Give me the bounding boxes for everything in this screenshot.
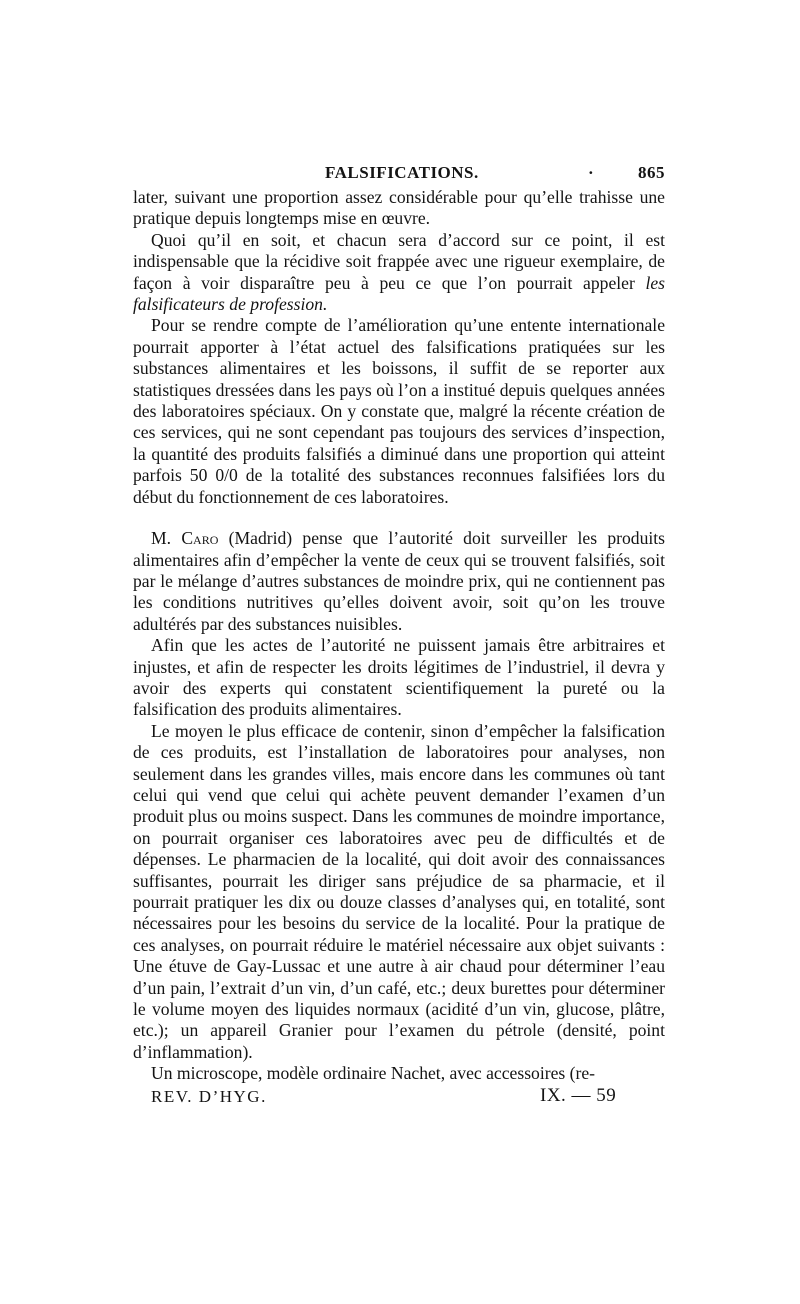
- book-page: [133, 163, 665, 1111]
- paragraph-2: [133, 230, 665, 316]
- footer-sheet-number: IX. — 59: [540, 1084, 617, 1106]
- paragraph-1: later, suivant une proportion assez considérable pour qu’elle trahisse une pratique depuis longtemps mise en œuvre.: [133, 187, 665, 229]
- speaker-name: Caro: [181, 528, 219, 549]
- body-text: [133, 187, 665, 1085]
- paragraph-3: Pour se rendre compte de l’amélioration qu’une entente internationale pourrait apporter à l’état actuel des falsifications pratiquées sur les substances alimentaires et les boissons, il suffit de se reporter aux statistiques dressées dans les pays où l’on a institué depuis quelques années des laboratoires spéciaux. On y constate que, malgré la récente création de ces services, qui ne sont cependant pas toujours des services d’inspection, la quantité des produits falsifiés a diminué dans une proportion qui atteint parfois 50 0/0 de la totalité des substances reconnues falsifiées lors du début du fonctionnement de ces laboratoires.: [133, 315, 665, 507]
- page-footer: [133, 1084, 665, 1111]
- header-dot: ·: [588, 163, 595, 182]
- page-number: 865: [638, 163, 665, 182]
- running-header: [133, 163, 665, 187]
- footer-signature: REV. D’HYG.: [151, 1086, 267, 1106]
- paragraph-4-text: (Madrid) pense que l’autorité doit surveiller les produits alimentaires afin d’empêcher la vente de ceux qui se trouvent falsifiés, soit par le mélange d’autres substances de moindre prix, qui ne contiennent pas les conditions nutritives qu’elles doivent avoir, soit qu’on les trouve adultérés par des substances nuisibles.: [133, 528, 665, 634]
- running-title: FALSIFICATIONS.: [325, 163, 479, 182]
- paragraph-6: Le moyen le plus efficace de contenir, sinon d’empêcher la falsification de ces produits, est l’installation de laboratoires pour analyses, non seulement dans les grandes villes, mais encore dans les communes où tant celui qui vend que celui qui achète peuvent demander l’examen d’un produit plus ou moins suspect. Dans les communes de moindre importance, on pourrait organiser ces laboratoires avec peu de difficultés et de dépenses. Le pharmacien de la localité, qui doit avoir des connaissances suffisantes, pourrait les diriger sans préjudice de sa pharmacie, et il pourrait pratiquer les dix ou douze classes d’analyses qui, en totalité, sont nécessaires pour les besoins du service de la localité. Pour la pratique de ces analyses, on pourrait réduire le matériel nécessaire aux objet suivants : Une étuve de Gay-Lussac et une autre à air chaud pour déterminer l’eau d’un pain, l’extrait d’un vin, d’un café, etc.; deux burettes pour déterminer le volume moyen des liquides normaux (acidité d’un vin, glucose, plâtre, etc.); un appareil Granier pour l’examen du pétrole (densité, point d’inflammation).: [133, 720, 665, 1062]
- paragraph-4: [133, 528, 665, 635]
- paragraph-2-text: Quoi qu’il en soit, et chacun sera d’accord sur ce point, il est indispensable que la récidive soit frappée avec une rigueur exemplaire, de façon à voir disparaître peu à peu ce que l’on pourrait appeler: [133, 229, 665, 293]
- paragraph-5: Afin que les actes de l’autorité ne puissent jamais être arbitraires et injustes, et afin de respecter les droits légitimes de l’industriel, il devra y avoir des experts qui constatent scientifiquement la pureté ou la falsification des produits alimentaires.: [133, 635, 665, 720]
- paragraph-2-italic: les falsificateurs de profession.: [133, 272, 665, 315]
- paragraph-7: Un microscope, modèle ordinaire Nachet, avec accessoires (re-: [151, 1063, 596, 1084]
- speaker-prefix: M.: [151, 528, 182, 549]
